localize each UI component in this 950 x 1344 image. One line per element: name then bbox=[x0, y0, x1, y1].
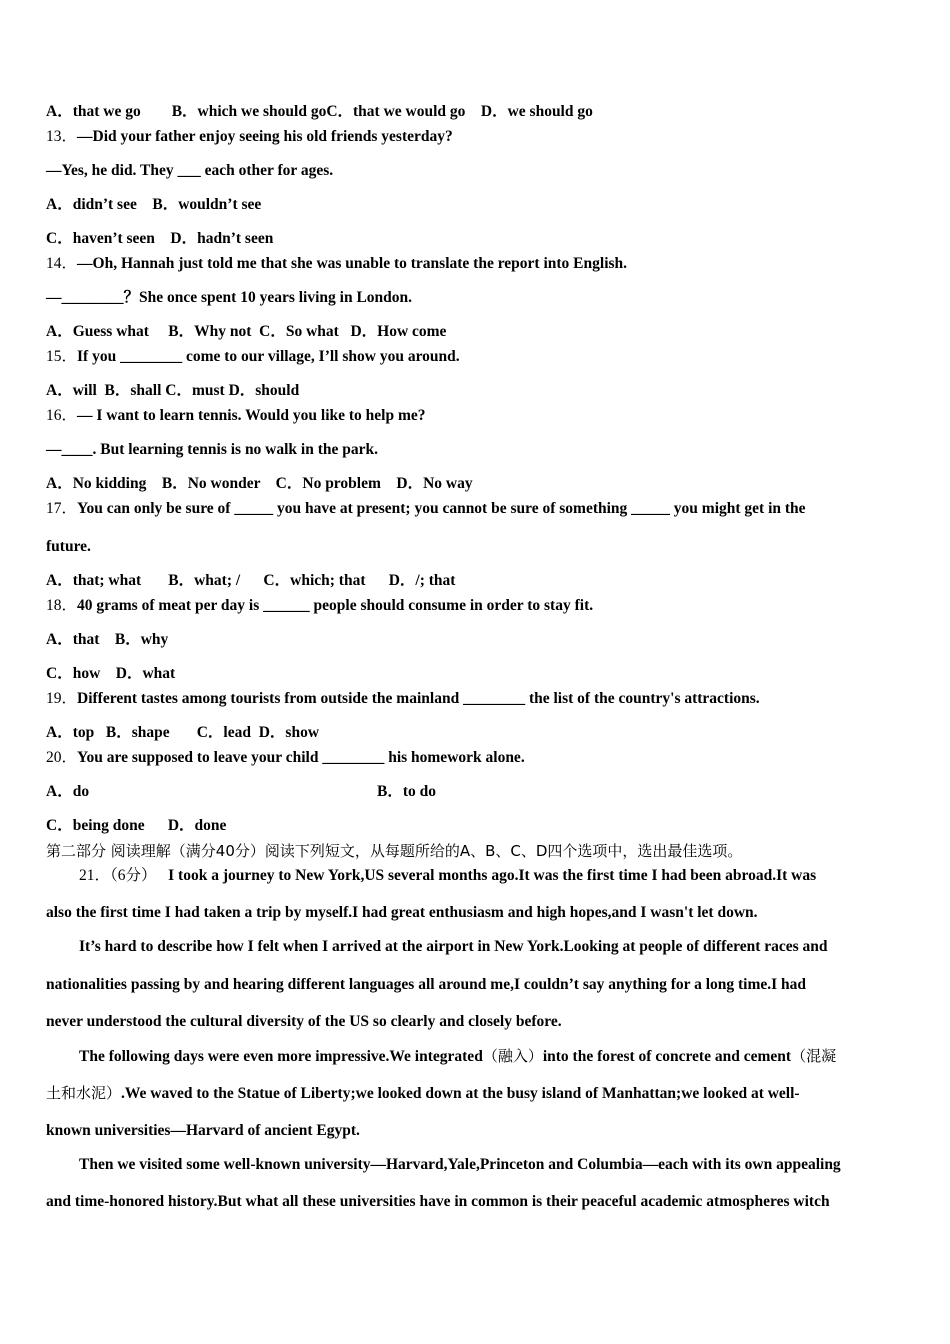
q19-stem-text: Different tastes among tourists from outside the mainland ________ the list of the country's attractions. bbox=[77, 690, 760, 707]
q15-stem bbox=[46, 347, 460, 367]
q12-options: A．that we go B．which we should goC．that we would go D．we should go bbox=[46, 103, 593, 120]
q14-options: A．Guess what B．Why not C．So what D．How come bbox=[46, 323, 447, 340]
passage-p3-text-b: into the forest of concrete and cement bbox=[542, 1048, 792, 1065]
q14-stem-text: —Oh, Hannah just told me that she was unable to translate the report into English. bbox=[77, 255, 628, 272]
q13-number: 13． bbox=[46, 128, 78, 145]
passage-p3-line2 bbox=[46, 1083, 800, 1104]
q18-stem bbox=[46, 596, 593, 616]
passage-p3-gloss-b: （混凝 bbox=[791, 1047, 837, 1065]
q19-stem bbox=[46, 689, 760, 709]
passage-p4-line2: and time-honored history.But what all these universities have in common is their peaceful academic atmospheres witch bbox=[46, 1193, 830, 1210]
q14-stem bbox=[46, 254, 627, 274]
passage-p1-line2: also the first time I had taken a trip by myself.I had great enthusiasm and high hopes,and I wasn't let down. bbox=[46, 904, 758, 921]
passage-p3-line3: known universities—Harvard of ancient Egypt. bbox=[46, 1122, 360, 1139]
q20-options-2: C．being done D．done bbox=[46, 817, 227, 834]
passage-p3-text-a: The following days were even more impressive.We integrated bbox=[79, 1048, 483, 1065]
q20-stem bbox=[46, 748, 525, 768]
q14-number: 14． bbox=[46, 255, 78, 272]
q20-stem-text: You are supposed to leave your child ________ his homework alone. bbox=[77, 749, 525, 766]
section-2-heading: 第二部分 阅读理解（满分40分）阅读下列短文，从每题所给的A、B、C、D四个选项中，选出最佳选项。 bbox=[46, 842, 743, 860]
passage-p3-gloss-a: （融入） bbox=[482, 1047, 543, 1065]
q19-number: 19． bbox=[46, 690, 78, 707]
passage-p2-line2: nationalities passing by and hearing different languages all around me,I couldn’t say anything for a long time.I had bbox=[46, 976, 807, 993]
q15-stem-text: If you ________ come to our village, I’ll show you around. bbox=[77, 348, 460, 365]
q18-stem-text: 40 grams of meat per day is ______ people should consume in order to stay fit. bbox=[77, 597, 594, 614]
q20-option-a: A．do bbox=[46, 783, 90, 800]
q15-number: 15． bbox=[46, 348, 78, 365]
q14-reply: —________？She once spent 10 years living in London. bbox=[46, 289, 413, 306]
q16-stem-text: — I want to learn tennis. Would you like to help me? bbox=[77, 407, 426, 424]
q13-stem bbox=[46, 127, 453, 147]
passage-p3-line1 bbox=[79, 1046, 836, 1067]
q16-options: A．No kidding B．No wonder C．No problem D．No way bbox=[46, 475, 473, 492]
q18-number: 18． bbox=[46, 597, 78, 614]
passage-p1-text: I took a journey to New York,US several months ago.It was the first time I had been abroad.It was bbox=[168, 867, 817, 884]
q18-options-2: C．how D．what bbox=[46, 665, 176, 682]
q17-stem-continued: future. bbox=[46, 538, 91, 555]
q13-options-1: A．didn’t see B．wouldn’t see bbox=[46, 196, 262, 213]
passage-p2-line1: It’s hard to describe how I felt when I arrived at the airport in New York.Looking at people of different races and bbox=[79, 938, 828, 955]
q20-number: 20． bbox=[46, 749, 78, 766]
passage-p3-text-c: .We waved to the Statue of Liberty;we looked down at the busy island of Manhattan;we looked at well- bbox=[121, 1085, 800, 1102]
q13-options-2: C．haven’t seen D．hadn’t seen bbox=[46, 230, 274, 247]
q16-reply: —____. But learning tennis is no walk in the park. bbox=[46, 441, 379, 458]
q15-options: A．will B．shall C．must D．should bbox=[46, 382, 300, 399]
q17-number: 17． bbox=[46, 500, 78, 517]
passage-p1-line1 bbox=[79, 866, 816, 886]
passage-p4-line1: Then we visited some well-known university—Harvard,Yale,Princeton and Columbia—each with its own appealing bbox=[79, 1156, 841, 1173]
q18-options-1: A．that B．why bbox=[46, 631, 169, 648]
q16-number: 16． bbox=[46, 407, 78, 424]
q13-stem-text: —Did your father enjoy seeing his old friends yesterday? bbox=[77, 128, 453, 145]
q13-reply: —Yes, he did. They ___ each other for ages. bbox=[46, 162, 334, 179]
q20-option-b: B．to do bbox=[377, 783, 436, 800]
passage-p3-gloss-c: 土和水泥） bbox=[46, 1084, 122, 1102]
q17-stem-text: You can only be sure of _____ you have at present; you cannot be sure of something _____ you might get in the bbox=[77, 500, 806, 517]
q19-options: A．top B．shape C．lead D．show bbox=[46, 724, 320, 741]
q16-stem bbox=[46, 406, 426, 426]
q17-options: A．that; what B．what; / C．which; that D．/; that bbox=[46, 572, 456, 589]
passage-p2-line3: never understood the cultural diversity of the US so clearly and closely before. bbox=[46, 1013, 562, 1030]
q17-stem bbox=[46, 499, 806, 519]
q21-number: 21．（6分） bbox=[79, 867, 157, 884]
